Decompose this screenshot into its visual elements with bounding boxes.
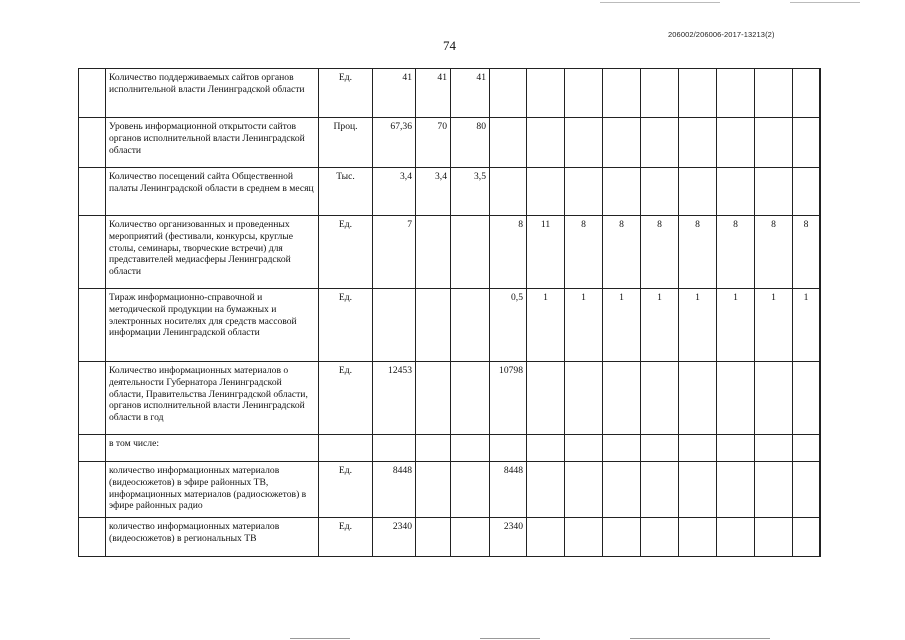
- year-value-cell: 1: [603, 289, 641, 362]
- year-value-cell: [755, 462, 793, 518]
- year-value-cell: [641, 168, 679, 216]
- year-value-cell: [793, 69, 820, 118]
- scan-edge-top: [600, 2, 720, 3]
- year-value-cell: [717, 462, 755, 518]
- year-value-cell: [793, 362, 820, 435]
- year-value-cell: [755, 168, 793, 216]
- value-cell: 8448: [373, 462, 416, 518]
- row-number-cell: [79, 69, 106, 118]
- trailing-cell: [820, 435, 821, 462]
- year-value-cell: [755, 118, 793, 168]
- value-cell: 0,5: [490, 289, 527, 362]
- year-value-cell: [641, 118, 679, 168]
- unit-cell: Ед.: [319, 462, 373, 518]
- year-value-cell: [603, 362, 641, 435]
- value-cell: 10798: [490, 362, 527, 435]
- trailing-cell: [820, 289, 821, 362]
- year-value-cell: [565, 168, 603, 216]
- unit-cell: Ед.: [319, 69, 373, 118]
- year-value-cell: [679, 518, 717, 557]
- scan-edge-bottom: [480, 638, 540, 639]
- table-row: [79, 462, 821, 518]
- year-value-cell: [717, 168, 755, 216]
- year-value-cell: 1: [679, 289, 717, 362]
- year-value-cell: [755, 362, 793, 435]
- year-value-cell: [717, 69, 755, 118]
- year-value-cell: [641, 518, 679, 557]
- year-value-cell: [527, 462, 565, 518]
- value-cell: [490, 435, 527, 462]
- year-value-cell: 8: [755, 216, 793, 289]
- year-value-cell: 8: [793, 216, 820, 289]
- document-id: 206002/206006-2017-13213(2): [668, 30, 775, 39]
- value-cell: 41: [451, 69, 490, 118]
- trailing-cell: [820, 216, 821, 289]
- table-row: [79, 289, 821, 362]
- trailing-cell: [820, 168, 821, 216]
- page-number: 74: [443, 38, 456, 53]
- value-cell: [416, 362, 451, 435]
- value-cell: [451, 435, 490, 462]
- year-value-cell: [679, 118, 717, 168]
- year-value-cell: [717, 118, 755, 168]
- year-value-cell: [641, 362, 679, 435]
- year-value-cell: [679, 435, 717, 462]
- year-value-cell: [755, 69, 793, 118]
- value-cell: [451, 462, 490, 518]
- year-value-cell: [641, 69, 679, 118]
- indicators-table: [78, 68, 821, 557]
- year-value-cell: 8: [603, 216, 641, 289]
- year-value-cell: [565, 462, 603, 518]
- year-value-cell: [565, 118, 603, 168]
- year-value-cell: [603, 168, 641, 216]
- scan-edge-bottom: [290, 638, 350, 639]
- value-cell: 2340: [490, 518, 527, 557]
- row-number-cell: [79, 216, 106, 289]
- year-value-cell: 1: [717, 289, 755, 362]
- unit-cell: Ед.: [319, 289, 373, 362]
- year-value-cell: 11: [527, 216, 565, 289]
- value-cell: [373, 289, 416, 362]
- unit-cell: Проц.: [319, 118, 373, 168]
- year-value-cell: [717, 518, 755, 557]
- scan-edge-bottom: [630, 638, 770, 639]
- year-value-cell: [565, 362, 603, 435]
- table-row: [79, 118, 821, 168]
- value-cell: [490, 118, 527, 168]
- indicator-name-cell: количество информационных материалов (видеосюжетов) в региональных ТВ: [106, 518, 319, 557]
- indicator-name-cell: Тираж информационно-справочной и методической продукции на бумажных и электронных носителях для средств массовой информации Ленинградской области: [106, 289, 319, 362]
- value-cell: [490, 69, 527, 118]
- scan-edge-top: [790, 2, 860, 3]
- year-value-cell: [603, 69, 641, 118]
- value-cell: 67,36: [373, 118, 416, 168]
- year-value-cell: [527, 518, 565, 557]
- table-row: [79, 216, 821, 289]
- year-value-cell: [679, 168, 717, 216]
- indicator-name-cell: Количество информационных материалов о деятельности Губернатора Ленинградской области, Правительства Ленинградской области, органов исполнительной власти Ленинградской области в год: [106, 362, 319, 435]
- value-cell: 8: [490, 216, 527, 289]
- year-value-cell: [793, 462, 820, 518]
- table-row: [79, 362, 821, 435]
- year-value-cell: [755, 435, 793, 462]
- year-value-cell: [603, 435, 641, 462]
- unit-cell: Ед.: [319, 216, 373, 289]
- value-cell: 80: [451, 118, 490, 168]
- row-number-cell: [79, 462, 106, 518]
- year-value-cell: [793, 435, 820, 462]
- year-value-cell: [641, 435, 679, 462]
- trailing-cell: [820, 118, 821, 168]
- value-cell: [416, 216, 451, 289]
- year-value-cell: [603, 518, 641, 557]
- row-number-cell: [79, 168, 106, 216]
- year-value-cell: 8: [679, 216, 717, 289]
- year-value-cell: [793, 518, 820, 557]
- value-cell: 7: [373, 216, 416, 289]
- indicator-name-cell: Количество посещений сайта Общественной палаты Ленинградской области в среднем в месяц: [106, 168, 319, 216]
- year-value-cell: [527, 168, 565, 216]
- table-row: [79, 168, 821, 216]
- unit-cell: Ед.: [319, 518, 373, 557]
- year-value-cell: [641, 462, 679, 518]
- value-cell: [490, 168, 527, 216]
- year-value-cell: [679, 362, 717, 435]
- value-cell: 3,4: [373, 168, 416, 216]
- year-value-cell: 1: [755, 289, 793, 362]
- value-cell: [451, 216, 490, 289]
- year-value-cell: [793, 168, 820, 216]
- year-value-cell: 1: [793, 289, 820, 362]
- year-value-cell: [679, 69, 717, 118]
- trailing-cell: [820, 362, 821, 435]
- indicator-name-cell: Уровень информационной открытости сайтов органов исполнительной власти Ленинградской области: [106, 118, 319, 168]
- year-value-cell: [527, 118, 565, 168]
- year-value-cell: [603, 462, 641, 518]
- year-value-cell: 8: [717, 216, 755, 289]
- value-cell: 41: [416, 69, 451, 118]
- year-value-cell: [527, 362, 565, 435]
- row-number-cell: [79, 289, 106, 362]
- value-cell: 3,5: [451, 168, 490, 216]
- value-cell: [416, 435, 451, 462]
- table-row: [79, 69, 821, 118]
- trailing-cell: [820, 518, 821, 557]
- value-cell: 70: [416, 118, 451, 168]
- value-cell: 2340: [373, 518, 416, 557]
- row-number-cell: [79, 118, 106, 168]
- year-value-cell: 8: [565, 216, 603, 289]
- value-cell: [416, 518, 451, 557]
- year-value-cell: [527, 435, 565, 462]
- year-value-cell: [565, 69, 603, 118]
- row-number-cell: [79, 518, 106, 557]
- unit-cell: Тыс.: [319, 168, 373, 216]
- year-value-cell: 8: [641, 216, 679, 289]
- value-cell: 41: [373, 69, 416, 118]
- year-value-cell: 1: [565, 289, 603, 362]
- value-cell: 3,4: [416, 168, 451, 216]
- year-value-cell: [603, 118, 641, 168]
- trailing-cell: [820, 69, 821, 118]
- table-row: [79, 435, 821, 462]
- indicator-name-cell: Количество организованных и проведенных мероприятий (фестивали, конкурсы, круглые столы, семинары, творческие встречи) для представителей медиасферы Ленинградской области: [106, 216, 319, 289]
- year-value-cell: [565, 435, 603, 462]
- year-value-cell: [717, 362, 755, 435]
- value-cell: [451, 362, 490, 435]
- year-value-cell: [717, 435, 755, 462]
- year-value-cell: [527, 69, 565, 118]
- unit-cell: [319, 435, 373, 462]
- value-cell: [416, 462, 451, 518]
- year-value-cell: [793, 118, 820, 168]
- year-value-cell: [565, 518, 603, 557]
- trailing-cell: [820, 462, 821, 518]
- unit-cell: Ед.: [319, 362, 373, 435]
- value-cell: 8448: [490, 462, 527, 518]
- row-number-cell: [79, 435, 106, 462]
- year-value-cell: 1: [527, 289, 565, 362]
- indicator-name-cell: в том числе:: [106, 435, 319, 462]
- value-cell: [451, 518, 490, 557]
- value-cell: [451, 289, 490, 362]
- indicator-name-cell: Количество поддерживаемых сайтов органов исполнительной власти Ленинградской области: [106, 69, 319, 118]
- table-row: [79, 518, 821, 557]
- value-cell: 12453: [373, 362, 416, 435]
- year-value-cell: 1: [641, 289, 679, 362]
- year-value-cell: [679, 462, 717, 518]
- year-value-cell: [755, 518, 793, 557]
- indicator-name-cell: количество информационных материалов (видеосюжетов) в эфире районных ТВ, информационных материалов (радиосюжетов) в эфире районных радио: [106, 462, 319, 518]
- value-cell: [416, 289, 451, 362]
- row-number-cell: [79, 362, 106, 435]
- value-cell: [373, 435, 416, 462]
